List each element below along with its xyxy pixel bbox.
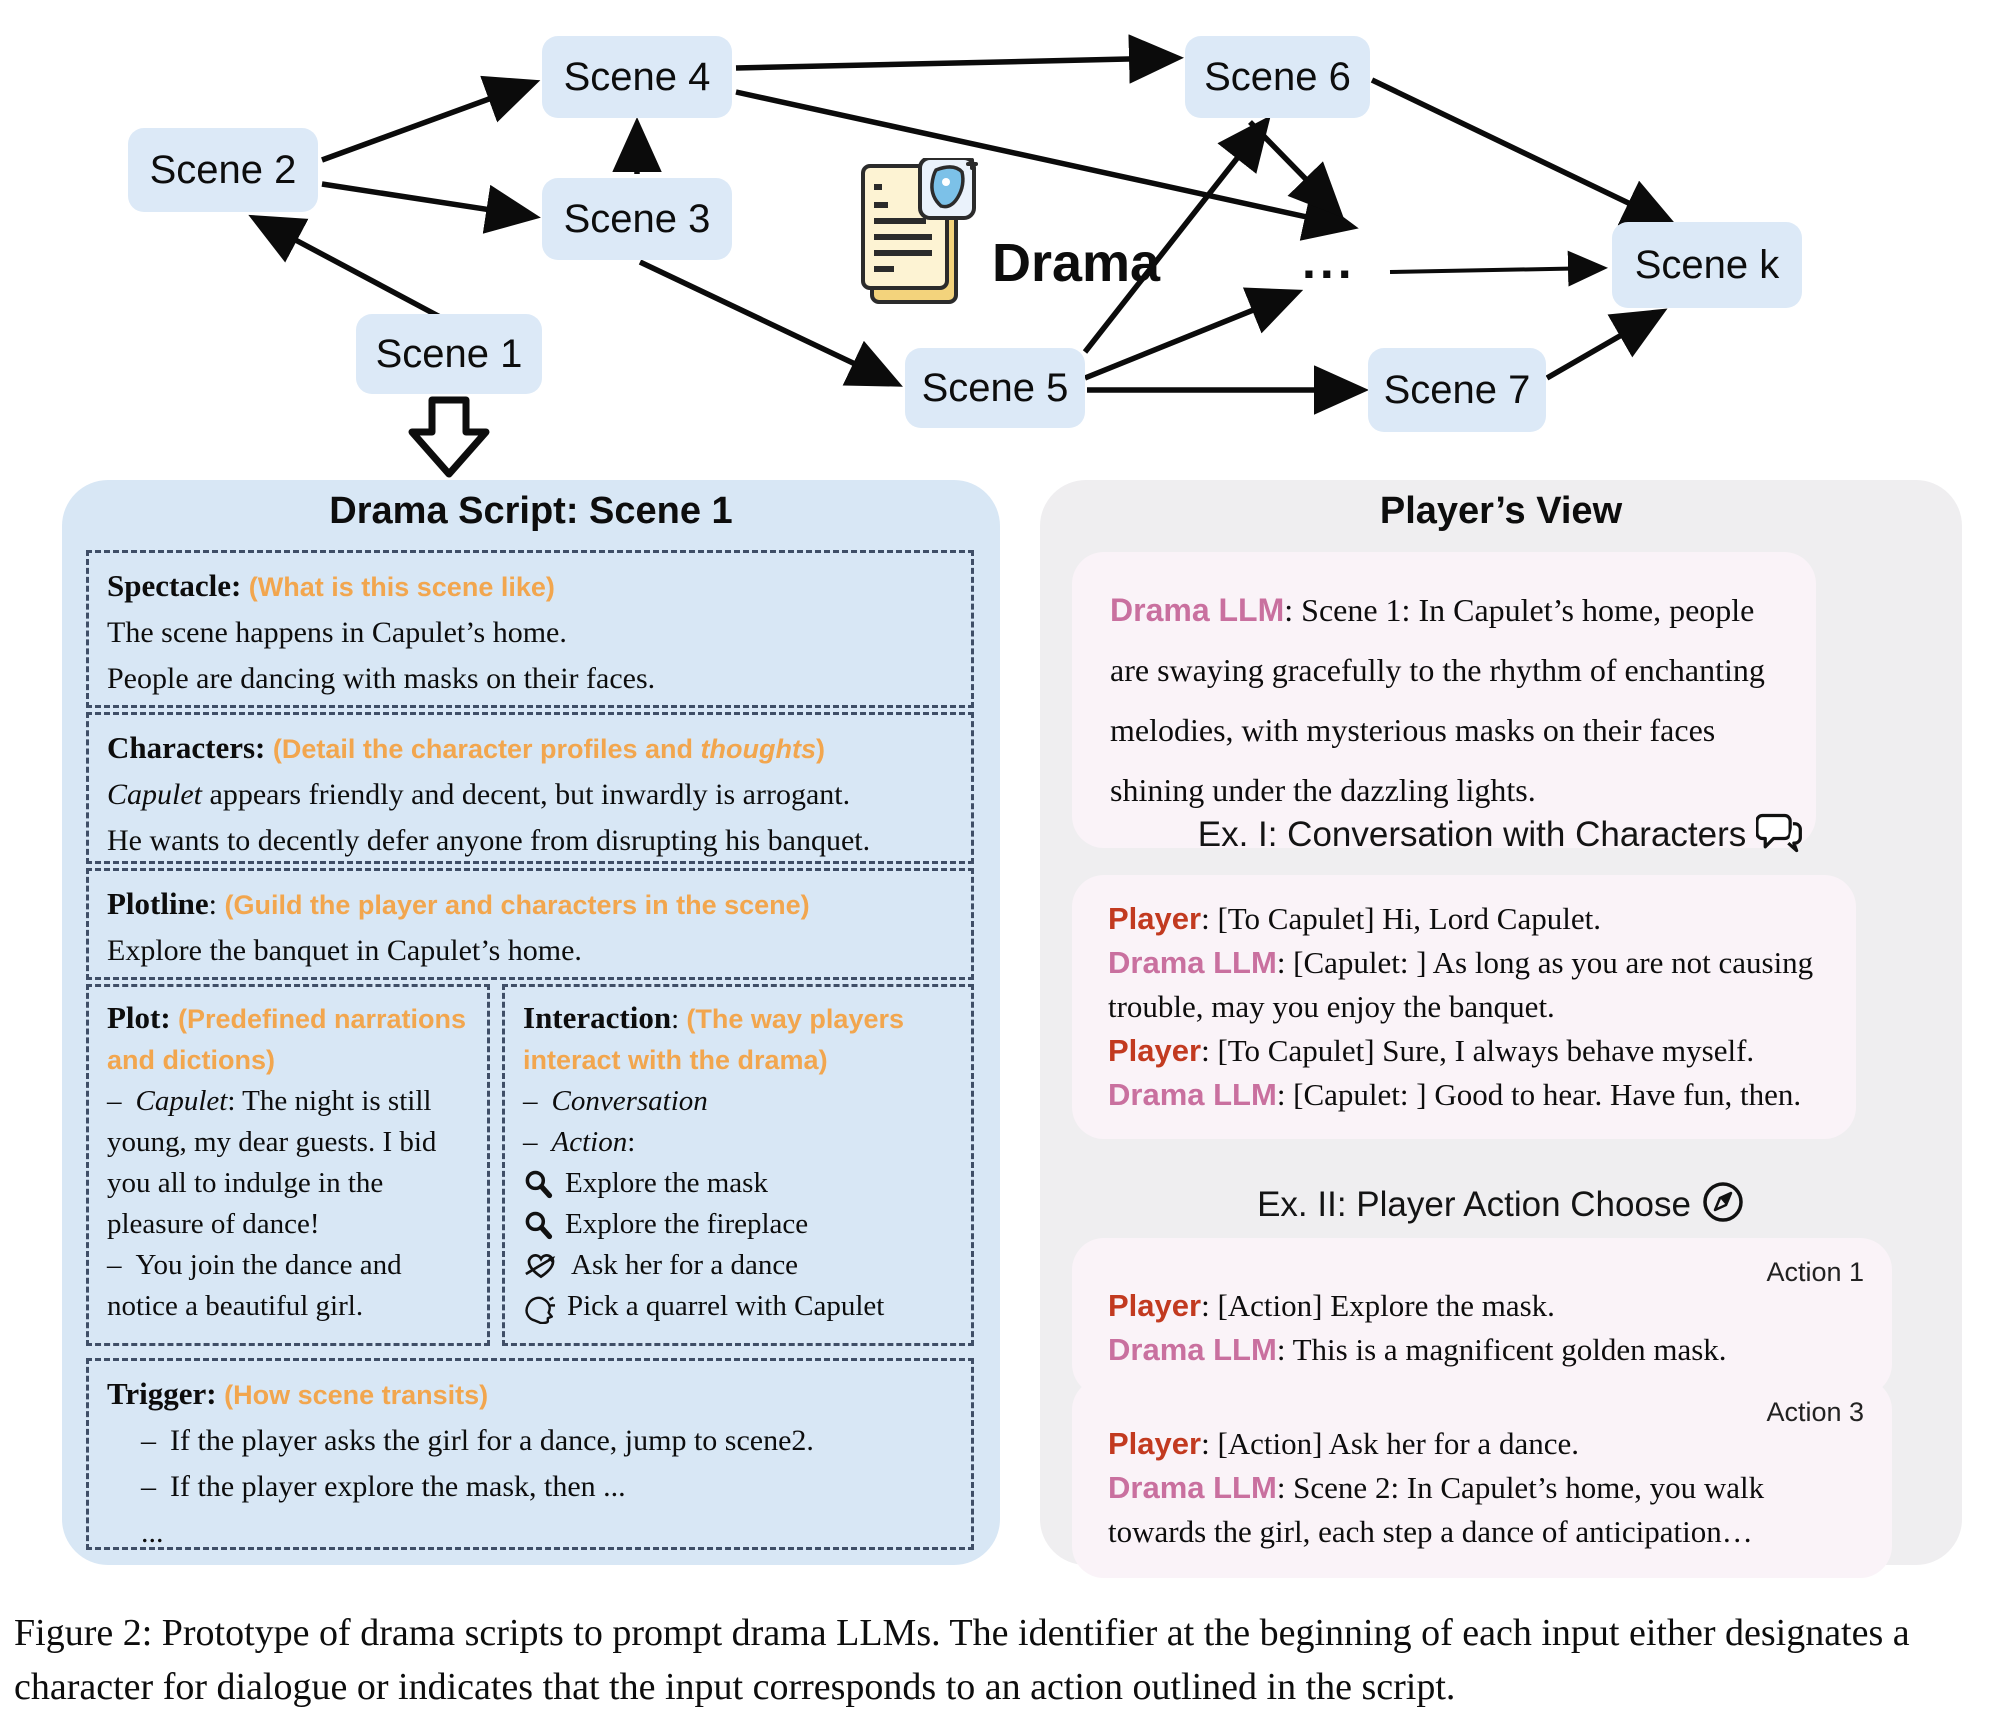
characters-line: Capulet appears friendly and decent, but inwardly is arrogant. [107, 778, 851, 811]
edge-scene7-scenek [1547, 314, 1658, 378]
node-scene-6-label: Scene 6 [1204, 54, 1351, 99]
drama-script-title: Drama Script: Scene 1 [329, 490, 733, 532]
drama-llm-label: Drama LLM [1108, 1470, 1277, 1505]
node-scene-6 [1185, 36, 1370, 118]
spectacle-line: The scene happens in Capulet’s home. [107, 616, 567, 649]
action-label: Explore the fireplace [565, 1208, 809, 1240]
trigger-heading: Trigger: [107, 1376, 217, 1411]
interaction-heading: Interaction [523, 1000, 672, 1035]
action1-bubble [1072, 1238, 1892, 1396]
action-explore-fireplace [523, 1204, 953, 1245]
node-scene-k-label: Scene k [1634, 242, 1780, 287]
ex2-heading-text: Ex. II: Player Action Choose [1257, 1185, 1691, 1224]
heart-arrow-icon [523, 1250, 559, 1282]
section-interaction [502, 984, 974, 1346]
section-trigger [86, 1358, 974, 1550]
trigger-bullet: – If the player explore the mask, then ... [141, 1470, 626, 1503]
players-view-panel [1040, 480, 1962, 1565]
conversation-message: Player: [To Capulet] Hi, Lord Capulet. [1108, 901, 1601, 936]
action-message: Player: [Action] Ask her for a dance. [1108, 1426, 1579, 1461]
action-message: Drama LLM: Scene 2: In Capulet’s home, you walk towards the girl, each step a dance of anticipation… [1108, 1470, 1765, 1549]
figure-caption: Figure 2: Prototype of drama scripts to prompt drama LLMs. The identifier at the beginning of each input either designates a character for dialogue or indicates that the input corresponds to an action outlined in the script. [14, 1612, 1910, 1708]
node-scene-4 [542, 36, 732, 118]
edge-scene2-scene3 [322, 184, 530, 216]
trigger-bullet: – If the player asks the girl for a dance, jump to scene2. [141, 1424, 814, 1457]
section-characters [86, 712, 974, 864]
interaction-bullet: – Conversation [523, 1085, 708, 1117]
plotline-heading: Plotline [107, 886, 209, 921]
node-scene-k [1612, 222, 1802, 308]
node-scene-3 [542, 178, 732, 260]
edge-scene2-scene4 [322, 84, 530, 160]
node-scene-3-label: Scene 3 [563, 196, 711, 241]
quarrel-head-icon [523, 1290, 555, 1324]
drama-script-panel [62, 480, 1000, 1565]
node-scene-1 [356, 314, 542, 394]
action-explore-mask [523, 1163, 953, 1204]
magnifier-icon [523, 1210, 553, 1240]
characters-line: He wants to decently defer anyone from disrupting his banquet. [107, 824, 871, 857]
edge-scene4-scene6 [736, 58, 1173, 68]
plotline-line: Explore the banquet in Capulet’s home. [107, 934, 582, 967]
players-view-title: Player’s View [1379, 490, 1623, 532]
node-scene-7 [1368, 348, 1546, 432]
intro-bubble [1072, 552, 1816, 848]
conversation-message: Drama LLM: [Capulet: ] As long as you are not causing trouble, may you enjoy the banquet. [1108, 945, 1814, 1024]
edge-ellipsis-scenek [1390, 268, 1600, 272]
trigger-note: (How scene transits) [224, 1380, 489, 1410]
characters-heading: Characters: [107, 730, 266, 765]
plot-heading-line [107, 997, 469, 1081]
ex1-heading [1040, 812, 1962, 855]
section-plotline [86, 868, 974, 980]
spectacle-heading: Spectacle: [107, 568, 242, 603]
action-label: Pick a quarrel with Capulet [567, 1290, 885, 1322]
player-label: Player [1108, 1033, 1202, 1068]
spectacle-line: People are dancing with masks on their faces. [107, 662, 656, 695]
action-label: Ask her for a dance [571, 1249, 799, 1281]
compass-icon [1691, 1185, 1745, 1224]
chat-bubbles-icon [1746, 815, 1804, 854]
action-label: Explore the mask [565, 1167, 768, 1199]
ellipsis-node: ... [1302, 233, 1356, 289]
conversation-bubble [1072, 875, 1856, 1139]
characters-note: (Detail the character profiles and thoughts) [272, 734, 825, 764]
trigger-ellipsis: ... [141, 1516, 164, 1549]
plot-bullet: – Capulet: The night is still young, my dear guests. I bid you all to indulge in the pleasure of dance! [107, 1085, 437, 1240]
drama-llm-label: Drama LLM [1108, 945, 1277, 980]
drama-llm-label: Drama LLM [1108, 1332, 1277, 1367]
node-scene-2 [128, 128, 318, 212]
node-scene-5 [905, 348, 1085, 428]
interaction-note: (The way players interact with the drama) [523, 1004, 905, 1075]
section-spectacle [86, 550, 974, 708]
node-scene-5-label: Scene 5 [921, 365, 1069, 410]
action-ask-dance [523, 1245, 953, 1286]
player-label: Player [1108, 901, 1202, 936]
drama-llm-label: Drama LLM [1110, 592, 1285, 628]
drama-script-icon [856, 158, 980, 316]
plotline-note: (Guild the player and characters in the scene) [224, 890, 810, 920]
section-plot [86, 984, 490, 1346]
action3-badge: Action 3 [1766, 1397, 1864, 1427]
edge-scene6-scenek [1372, 80, 1668, 222]
player-label: Player [1108, 1288, 1202, 1323]
action-message: Player: [Action] Explore the mask. [1108, 1288, 1555, 1323]
player-label: Player [1108, 1426, 1202, 1461]
plot-bullet: – You join the dance and notice a beautiful girl. [107, 1249, 402, 1322]
node-scene-4-label: Scene 4 [563, 54, 711, 99]
ex2-heading [1040, 1180, 1962, 1225]
ex1-heading-text: Ex. I: Conversation with Characters [1197, 815, 1747, 854]
plot-note: (Predefined narrations and dictions) [107, 1004, 467, 1075]
action-message: Drama LLM: This is a magnificent golden mask. [1108, 1332, 1727, 1367]
plot-heading: Plot: [107, 1000, 171, 1035]
intro-message: Drama LLM: Scene 1: In Capulet’s home, people are swaying gracefully to the rhythm of enchanting melodies, with mysterious masks on their faces shining under the dazzling lights. [1110, 592, 1765, 808]
spectacle-note: (What is this scene like) [248, 572, 555, 602]
plotline-heading-line: Plotline: (Guild the player and characters in the scene) [107, 886, 810, 921]
node-scene-7-label: Scene 7 [1383, 367, 1531, 412]
node-scene-1-label: Scene 1 [375, 331, 523, 376]
action-pick-quarrel [523, 1286, 953, 1327]
edge-scene5-ellipsis [1085, 294, 1293, 378]
scene1-to-script-arrow [400, 396, 500, 480]
node-scene-2-label: Scene 2 [149, 147, 297, 192]
spectacle-heading-line [107, 563, 953, 610]
drama-label: Drama [992, 233, 1161, 293]
interaction-heading-line: Interaction: (The way players interact with the drama) [523, 1000, 905, 1075]
drama-llm-label: Drama LLM [1108, 1077, 1277, 1112]
trigger-heading-line [107, 1371, 953, 1418]
magnifier-icon [523, 1169, 553, 1199]
edge-scene1-scene2 [258, 220, 442, 318]
characters-heading-line [107, 725, 953, 772]
conversation-message: Drama LLM: [Capulet: ] Good to hear. Have fun, then. [1108, 1077, 1802, 1112]
action3-bubble [1072, 1378, 1892, 1578]
interaction-bullet: – Action: [523, 1126, 636, 1158]
conversation-message: Player: [To Capulet] Sure, I always behave myself. [1108, 1033, 1755, 1068]
edge-scene6-ellipsis [1250, 122, 1336, 210]
action1-badge: Action 1 [1766, 1257, 1864, 1287]
